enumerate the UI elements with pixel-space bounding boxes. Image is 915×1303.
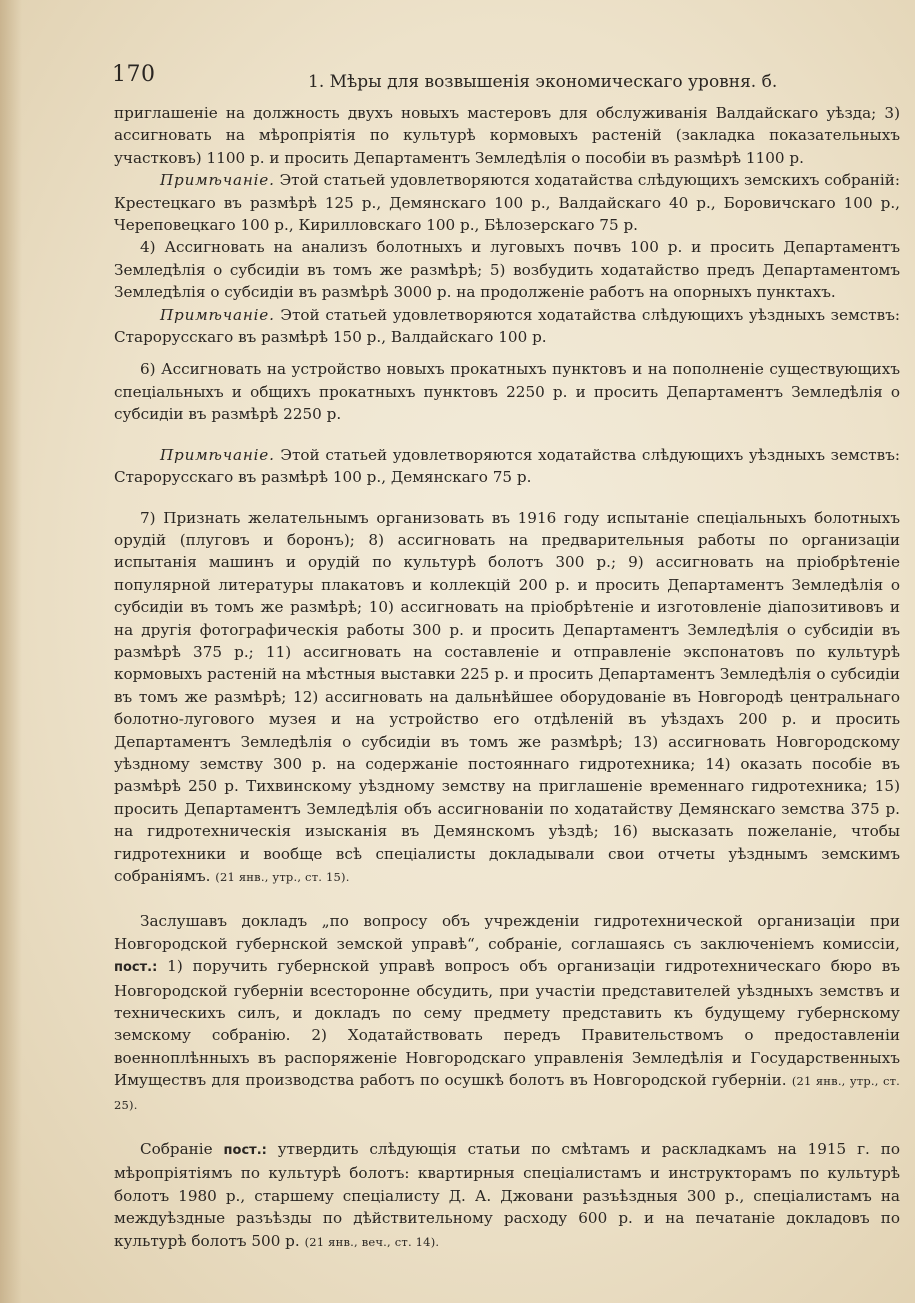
- note-text: Этой статьей удовлетворяются ходатайства слѣдующихъ земскихъ собраній: Крестецкаго въ размѣрѣ 125 р., Демянскаго 100 р., Валдайскаго 40 р., Боровичскаго 100 р., Череповецкаго 100 р., Кирилловскаго 100 р., Бѣлозерскаго 75 р.: [114, 171, 901, 235]
- paragraph-5: [114, 910, 900, 1116]
- resolution-mark: пост.:: [223, 1143, 267, 1159]
- paragraph-6: [114, 1138, 900, 1253]
- note-3: [114, 444, 900, 489]
- paragraph-text: утвердить слѣдующія статьи по смѣтамъ и раскладкамъ на 1915 г. по мѣропріятіямъ по культурѣ болотъ: квартирныя спеціалистамъ и инструкторамъ по культурѣ болотъ 1980 р., старшему спеціалисту Д. А. Джовани разъѣздныя 300 р., спеціалистамъ на междуѣздные разъѣзды по дѣйствительному расходу 600 р. и на печатаніе докладовъ по культурѣ болотъ 500 р.: [114, 1140, 901, 1250]
- note-label: Примѣчаніе.: [160, 171, 275, 190]
- note-label: Примѣчаніе.: [160, 305, 275, 324]
- paragraph-text: Заслушавъ докладъ „по вопросу объ учрежденіи гидротехнической организаціи при Новгородской губернской земской управѣ“, собраніе, соглашаясь съ заключеніемъ комиссіи,: [114, 912, 900, 953]
- note-1: [114, 169, 900, 236]
- paragraph-text: 4) Ассигновать на анализъ болотныхъ и луговыхъ почвъ 100 р. и просить Департаментъ Земледѣлія о субсидіи въ томъ же размѣрѣ; 5) возбудить ходатайство предъ Департаментомъ Земледѣлія о субсидіи въ размѣрѣ 3000 р. на продолженіе работъ на опорныхъ пунктахъ.: [114, 238, 900, 302]
- paragraph-text: 1) поручить губернской управѣ вопросъ объ организаціи гидротехническаго бюро въ Новгородской губерніи всесторонне обсудить, при участіи представителей уѣздныхъ земствъ и техническихъ силъ, и докладъ по сему предмету представить къ будущему губернскому земскому собранію. 2) Ходатайствовать передъ Правительствомъ о предоставленіи военноплѣнныхъ въ распоряженіе Новгородскаго управленія Земледѣлія и Государственныхъ Имуществъ для производства работъ по осушкѣ болотъ въ Новгородской губерніи.: [114, 957, 901, 1090]
- note-text: Этой статьей удовлетворяются ходатайства слѣдующихъ уѣздныхъ земствъ: Старорусскаго въ размѣрѣ 150 р., Валдайскаго 100 р.: [114, 305, 901, 347]
- session-reference: (21 янв., утр., ст. 25).: [114, 1074, 901, 1112]
- session-reference: (21 янв., веч., ст. 14).: [304, 1234, 440, 1249]
- paragraph-text: приглашеніе на должность двухъ новыхъ мастеровъ для обслуживанія Валдайскаго уѣзда; 3) ассигновать на мѣропріятія по культурѣ кормовыхъ растеній (закладка показательныхъ участковъ) 1100 р. и просить Департаментъ Земледѣлія о пособіи въ размѣрѣ 1100 р.: [114, 104, 900, 167]
- note-2: [114, 304, 900, 349]
- running-title: 1. Мѣры для возвышенія экономическаго уровня. б.: [308, 72, 778, 92]
- paragraph-2: [114, 236, 900, 303]
- paragraph-4: [114, 507, 900, 889]
- resolution-mark: пост.:: [114, 960, 158, 976]
- note-text: Этой статьей удовлетворяются ходатайства слѣдующихъ уѣздныхъ земствъ: Старорусскаго въ размѣрѣ 100 р., Демянскаго 75 р.: [114, 445, 901, 487]
- page-number: 170: [112, 62, 156, 87]
- note-label: Примѣчаніе.: [160, 445, 275, 464]
- paragraph-text: 7) Признать желательнымъ организовать въ 1916 году испытаніе спеціальныхъ болотныхъ орудій (плуговъ и боронъ); 8) ассигновать на предварительныя работы по организаціи испытанія машинъ и орудій по культурѣ болотъ 300 р.; 9) ассигновать на пріобрѣтеніе популярной литературы плакатовъ и коллекцій 200 р. и просить Департаментъ Земледѣлія о субсидіи въ томъ же размѣрѣ; 10) ассигновать на пріобрѣтеніе и изготовленіе діапозитивовъ и на другія фотографическія работы 300 р. и просить Департаментъ Земледѣлія о субсидіи въ размѣрѣ 375 р.; 11) ассигновать на составленіе и отправленіе экспонатовъ по культурѣ кормовыхъ растеній на мѣстныя выставки 225 р. и просить Департаментъ Земледѣлія о субсидіи въ томъ же размѣрѣ; 12) ассигновать на дальнѣйшее оборудованіе въ Новгородѣ центральнаго болотно-лугового музея и на устройство его отдѣленій въ уѣздахъ 200 р. и просить Департаментъ Земледѣлія о субсидіи въ томъ же размѣрѣ; 13) ассигновать Новгородскому уѣздному земству 300 р. на содержаніе постояннаго гидротехника; 14) оказать пособіе въ размѣрѣ 250 р. Тихвинскому уѣздному земству на приглашеніе временнаго гидротехника; 15) просить Департаментъ Земледѣлія объ ассигнованіи по ходатайству Демянскаго земства 375 р. на гидротехническія изысканія въ Демянскомъ уѣздѣ; 16) высказать пожеланіе, чтобы гидротехники и вообще всѣ спеціалисты докладывали свои отчеты уѣзднымъ земскимъ собраніямъ.: [114, 508, 900, 885]
- paragraph-text: 6) Ассигновать на устройство новыхъ прокатныхъ пунктовъ и на пополненіе существующихъ спеціальныхъ и общихъ прокатныхъ пунктовъ 2250 р. и просить Департаментъ Земледѣлія о субсидіи въ размѣрѣ 2250 р.: [114, 360, 900, 424]
- paragraph-1: [114, 102, 900, 169]
- paragraph-text: Собраніе: [140, 1140, 213, 1159]
- paragraph-3: [114, 358, 900, 425]
- page-header: [112, 62, 902, 96]
- binding-shadow: [0, 0, 22, 1303]
- session-reference: (21 янв., утр., ст. 15).: [215, 870, 350, 884]
- page-body: [114, 102, 900, 1253]
